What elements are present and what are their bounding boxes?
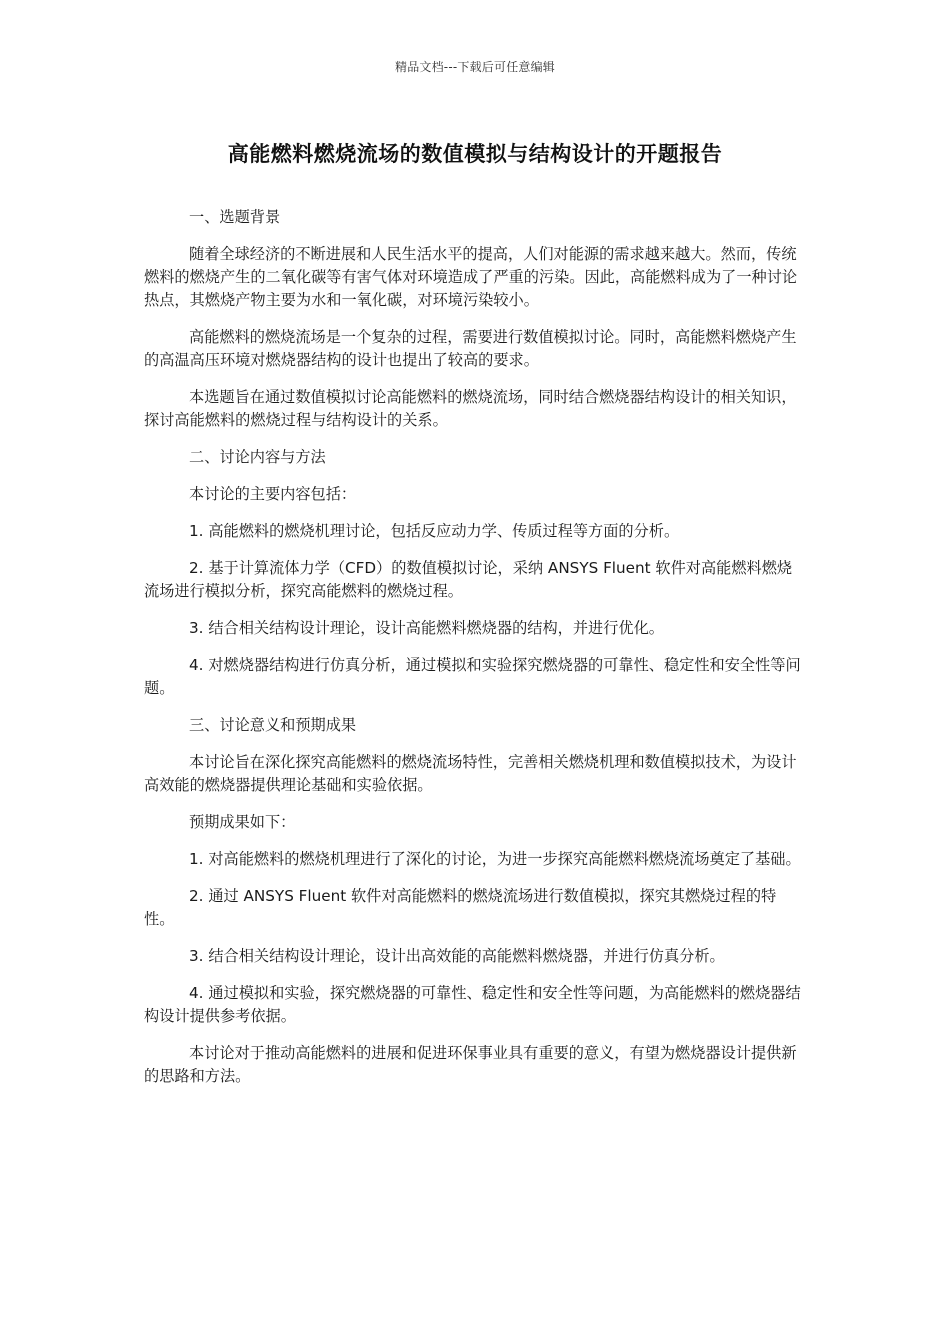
document-title: 高能燃料燃烧流场的数值模拟与结构设计的开题报告	[227, 142, 723, 166]
paragraph: 预期成果如下：	[189, 813, 296, 831]
list-item: 2. 通过 ANSYS Fluent 软件对高能燃料的燃烧流场进行数值模拟，探究其燃烧过程的特性。	[144, 887, 777, 928]
list-item: 2. 基于计算流体力学（CFD）的数值模拟讨论，采纳 ANSYS Fluent 软件对高能燃料燃烧流场进行模拟分析，探究高能燃料的燃烧过程。	[144, 559, 793, 600]
paragraph: 本讨论的主要内容包括：	[189, 485, 357, 503]
section-heading-background: 一、选题背景	[189, 208, 281, 226]
paragraph: 本讨论旨在深化探究高能燃料的燃烧流场特性，完善相关燃烧机理和数值模拟技术，为设计高效能的燃烧器提供理论基础和实验依据。	[144, 753, 797, 794]
section-heading-content-method: 二、讨论内容与方法	[189, 448, 326, 466]
paragraph: 本讨论对于推动高能燃料的进展和促进环保事业具有重要的意义，有望为燃烧器设计提供新的思路和方法。	[144, 1044, 797, 1085]
list-item: 1. 对高能燃料的燃烧机理进行了深化的讨论，为进一步探究高能燃料燃烧流场奠定了基础。	[189, 850, 801, 868]
paragraph: 高能燃料的燃烧流场是一个复杂的过程，需要进行数值模拟讨论。同时，高能燃料燃烧产生的高温高压环境对燃烧器结构的设计也提出了较高的要求。	[144, 328, 797, 369]
list-item: 3. 结合相关结构设计理论，设计出高效能的高能燃料燃烧器，并进行仿真分析。	[189, 947, 725, 965]
paragraph: 本选题旨在通过数值模拟讨论高能燃料的燃烧流场，同时结合燃烧器结构设计的相关知识，探讨高能燃料的燃烧过程与结构设计的关系。	[144, 388, 797, 429]
list-item: 3. 结合相关结构设计理论，设计高能燃料燃烧器的结构，并进行优化。	[189, 619, 664, 637]
list-item: 4. 对燃烧器结构进行仿真分析，通过模拟和实验探究燃烧器的可靠性、稳定性和安全性等问题。	[144, 656, 801, 697]
document-body	[144, 206, 806, 1102]
page-header-note: 精品文档---下载后可任意编辑	[395, 60, 555, 74]
list-item: 1. 高能燃料的燃烧机理讨论，包括反应动力学、传质过程等方面的分析。	[189, 522, 680, 540]
paragraph: 随着全球经济的不断进展和人民生活水平的提高，人们对能源的需求越来越大。然而，传统燃料的燃烧产生的二氧化碳等有害气体对环境造成了严重的污染。因此，高能燃料成为了一种讨论热点，其燃烧产物主要为水和一氧化碳，对环境污染较小。	[144, 245, 798, 309]
list-item: 4. 通过模拟和实验，探究燃烧器的可靠性、稳定性和安全性等问题，为高能燃料的燃烧器结构设计提供参考依据。	[144, 984, 801, 1025]
section-heading-significance: 三、讨论意义和预期成果	[189, 716, 357, 734]
